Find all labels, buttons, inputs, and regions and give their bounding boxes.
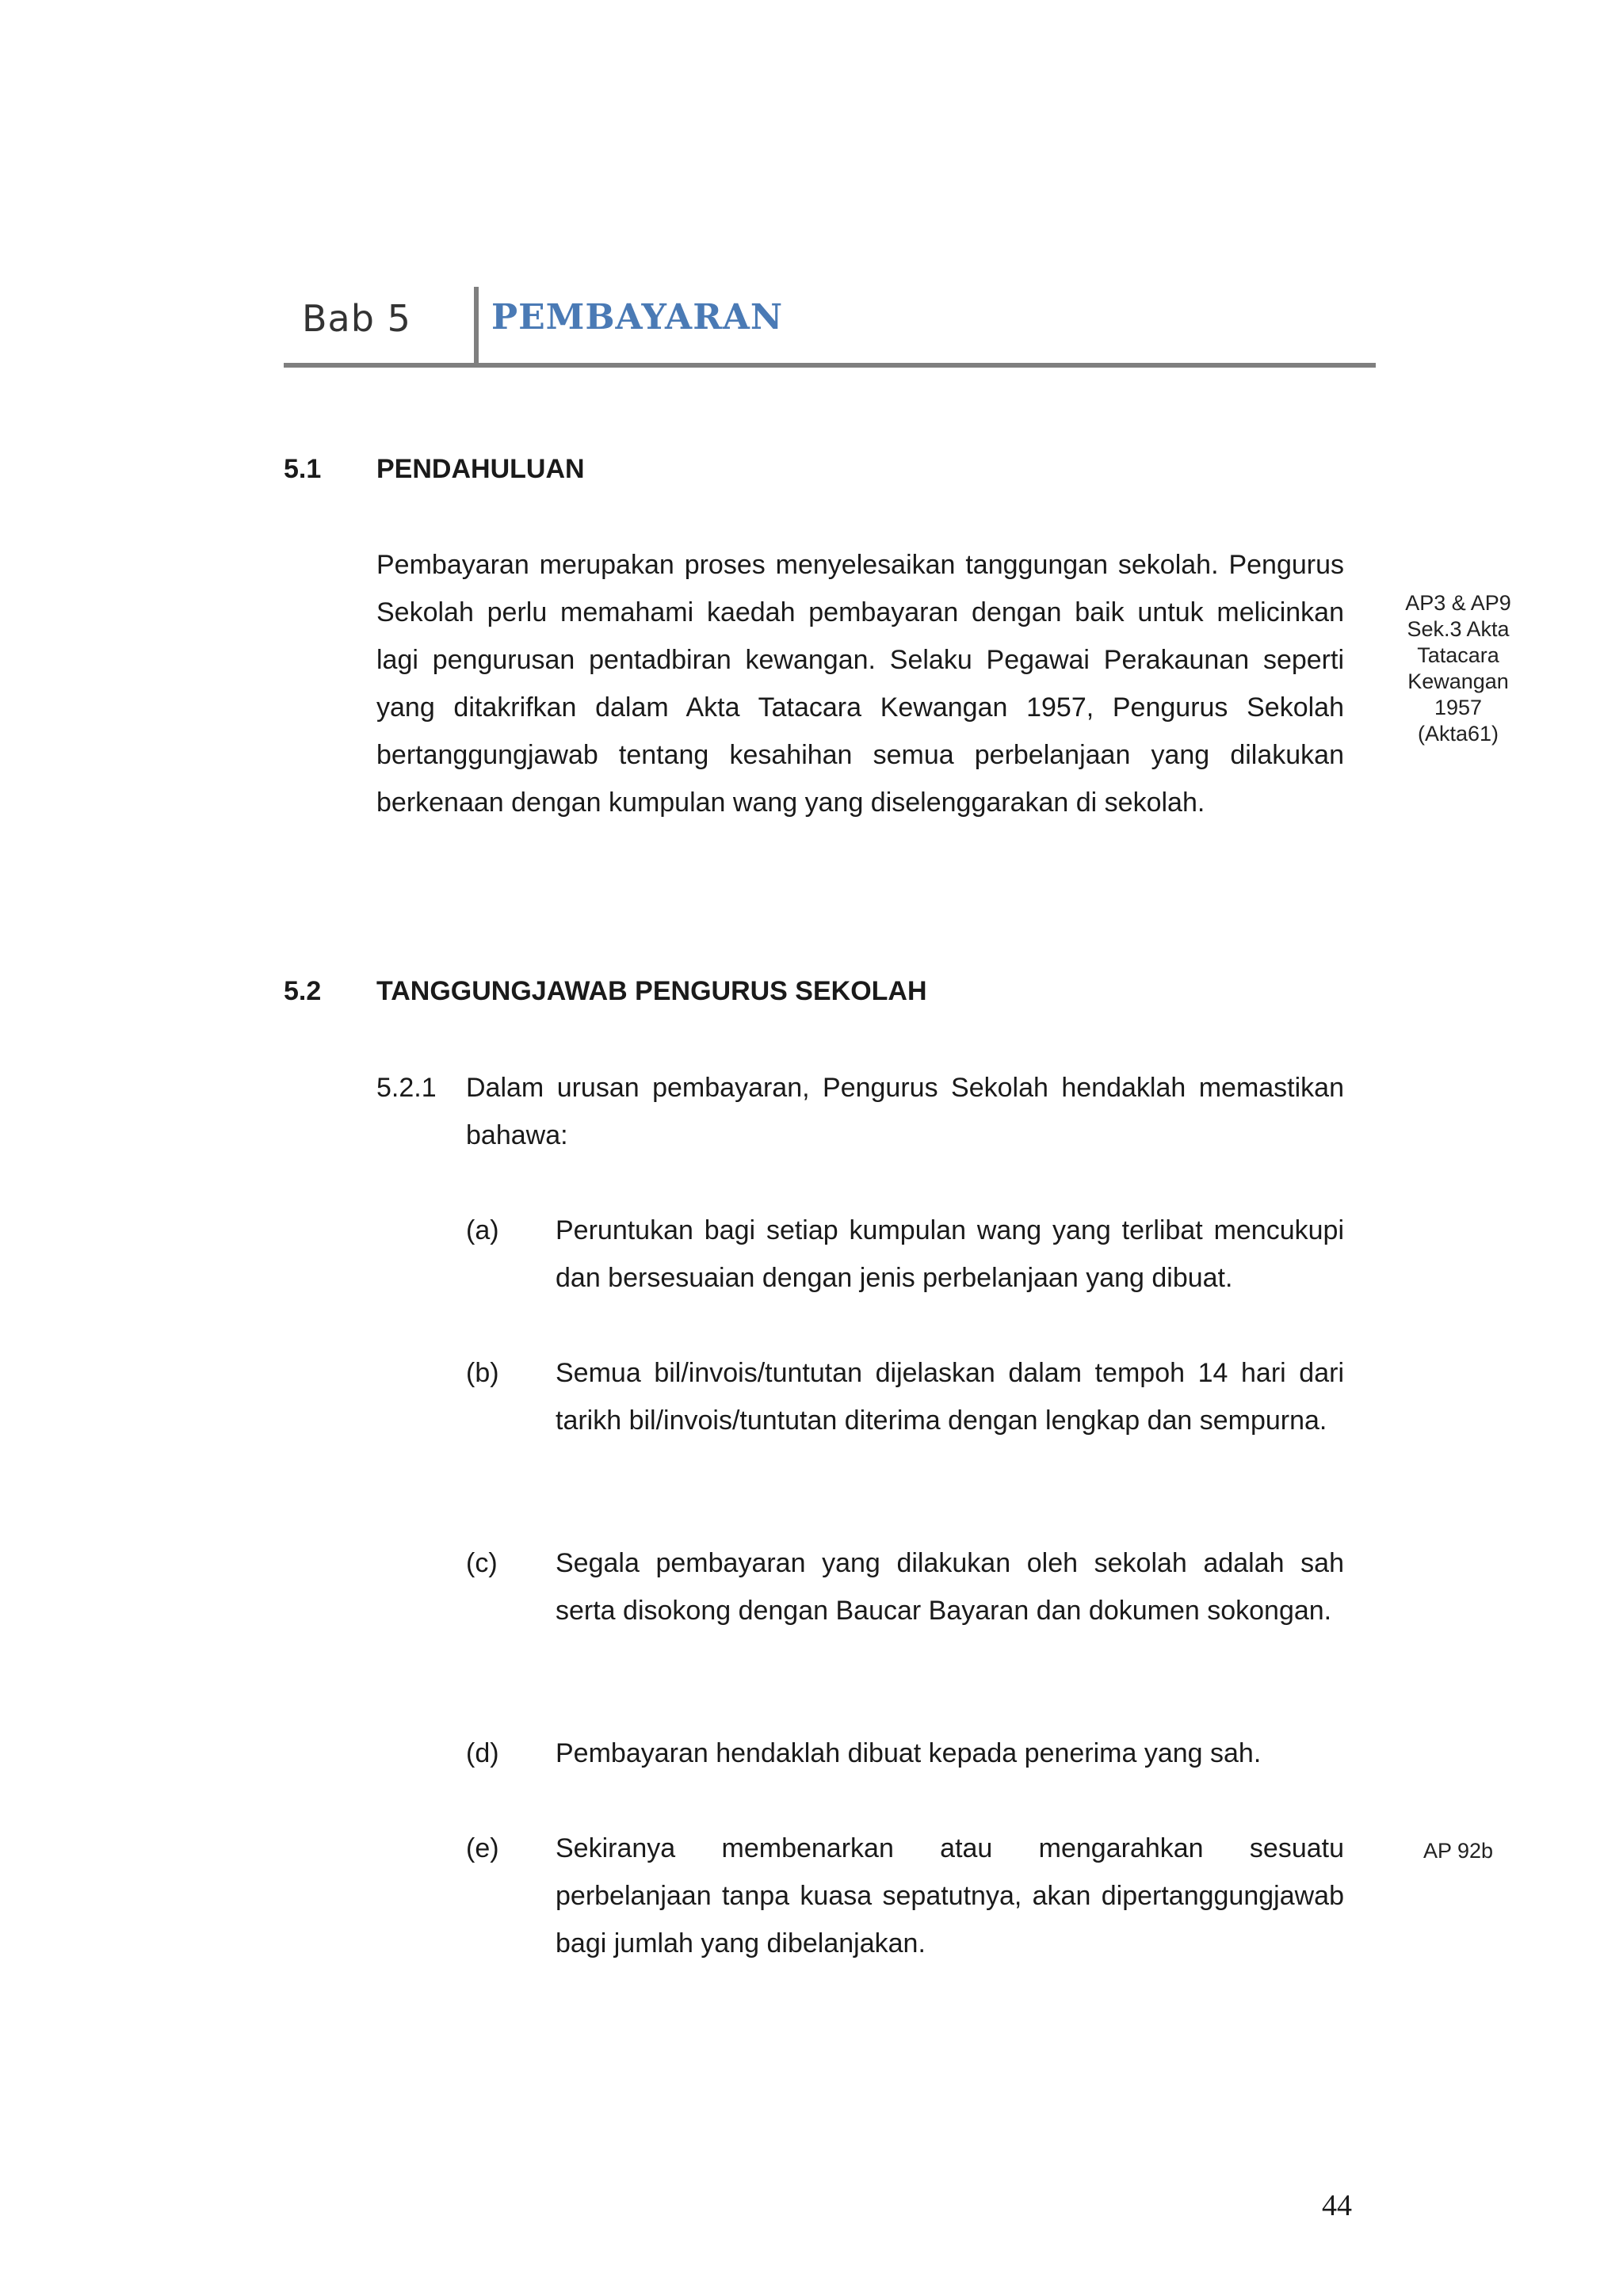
chapter-rule [284, 363, 1376, 368]
section-number: 5.1 [284, 454, 322, 484]
page-number: 44 [1322, 2189, 1352, 2222]
list-item-text: Semua bil/invois/tuntutan dijelaskan dalam tempoh 14 hari dari tarikh bil/invois/tuntutan diterima dengan lengkap dan sempurna. [556, 1358, 1344, 1436]
marginal-note: AP 92b [1423, 1839, 1494, 1863]
chapter-divider [474, 287, 479, 366]
list-item-label: (c) [466, 1548, 498, 1578]
list-item-text: Sekiranya membenarkan atau mengarahkan sesuatu perbelanjaan tanpa kuasa sepatutnya, akan dipertanggungjawab bagi jumlah yang dibelanjakan. [556, 1833, 1344, 1958]
chapter-title: PEMBAYARAN [491, 297, 784, 338]
section-title: PENDAHULUAN [376, 454, 585, 484]
section-title: TANGGUNGJAWAB PENGURUS SEKOLAH [376, 976, 927, 1006]
marginal-note: AP3 & AP9 Sek.3 Akta Tatacara Kewangan 1957 (Akta61) [1405, 591, 1511, 746]
section-number: 5.2 [284, 976, 322, 1006]
list-item-text: Pembayaran hendaklah dibuat kepada penerima yang sah. [556, 1738, 1262, 1768]
chapter-number: Bab 5 [302, 297, 411, 340]
list-item-label: (d) [466, 1738, 499, 1768]
list-item-label: (e) [466, 1833, 499, 1863]
list-item-label: (a) [466, 1215, 499, 1245]
subsection-number: 5.2.1 [376, 1073, 437, 1103]
list-item-text: Peruntukan bagi setiap kumpulan wang yang terlibat mencukupi dan bersesuaian dengan jenis perbelanjaan yang dibuat. [556, 1215, 1344, 1293]
list-item-text: Segala pembayaran yang dilakukan oleh sekolah adalah sah serta disokong dengan Baucar Bayaran dan dokumen sokongan. [556, 1548, 1344, 1626]
subsection-text: Dalam urusan pembayaran, Pengurus Sekolah hendaklah memastikan bahawa: [466, 1073, 1344, 1150]
list-item-label: (b) [466, 1358, 499, 1388]
section-paragraph: Pembayaran merupakan proses menyelesaikan tanggungan sekolah. Pengurus Sekolah perlu memahami kaedah pembayaran dengan baik untuk melicinkan lagi pengurusan pentadbiran kewangan. Selaku Pegawai Perakaunan seperti yang ditakrifkan dalam Akta Tatacara Kewangan 1957, Pengurus Sekolah bertanggungjawab tentang kesahihan semua perbelanjaan yang dilakukan berkenaan dengan kumpulan wang yang diselenggarakan di sekolah. [376, 550, 1344, 818]
